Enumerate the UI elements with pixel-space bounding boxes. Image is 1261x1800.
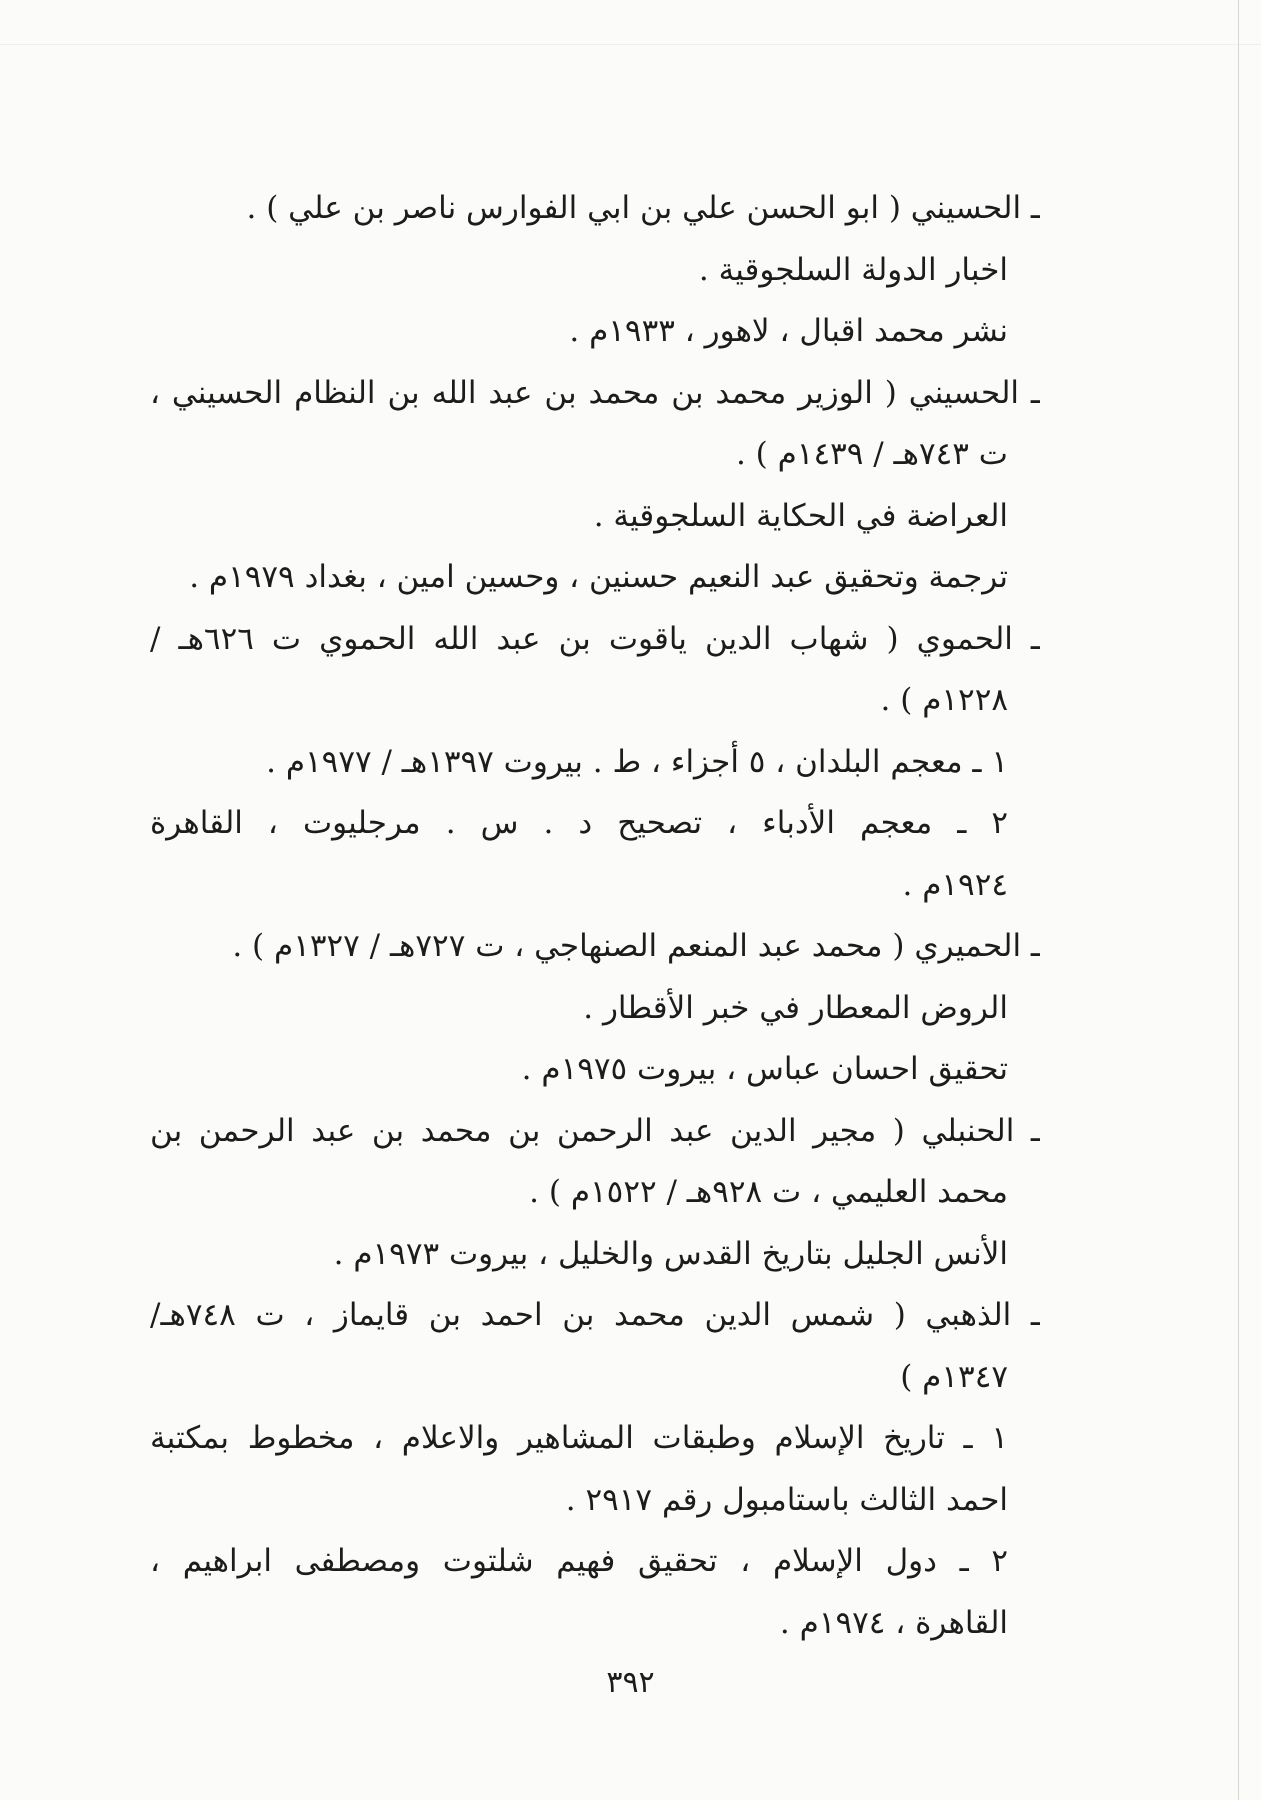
bibliography-entry bbox=[150, 609, 1040, 917]
entry-work-line: ٢ ـ دول الإسلام ، تحقيق فهيم شلتوت ومصطفى ابراهيم ، bbox=[150, 1543, 1008, 1579]
bibliography-entry bbox=[150, 178, 1040, 363]
entry-author-line: ـ الحميري ( محمد عبد المنعم الصنهاجي ، ت ٧٢٧هـ / ١٣٢٧م ) . bbox=[232, 928, 1040, 964]
page-number: ٣٩٢ bbox=[606, 1665, 655, 1700]
entry-work-line: ١ ـ معجم البلدان ، ٥ أجزاء ، ط . بيروت ١٣٩٧هـ / ١٩٧٧م . bbox=[266, 743, 1008, 780]
entry-author-line-continued: ١٢٢٨م ) . bbox=[880, 682, 1008, 718]
entry-work-line: ١ ـ تاريخ الإسلام وطبقات المشاهير والاعلام ، مخطوط بمكتبة bbox=[150, 1420, 1008, 1456]
bibliography-list bbox=[150, 178, 1040, 1654]
bibliography-entry bbox=[150, 1101, 1040, 1286]
entry-author-line: ـ الذهبي ( شمس الدين محمد بن احمد بن قايماز ، ت ٧٤٨هـ/ bbox=[150, 1297, 1040, 1333]
entry-title-line: اخبار الدولة السلجوقية . bbox=[698, 251, 1008, 288]
entry-publication-line: تحقيق احسان عباس ، بيروت ١٩٧٥م . bbox=[521, 1051, 1008, 1087]
entry-publication-line: نشر محمد اقبال ، لاهور ، ١٩٣٣م . bbox=[569, 313, 1008, 349]
entry-author-line-continued: محمد العليمي ، ت ٩٢٨هـ / ١٥٢٢م ) . bbox=[529, 1174, 1008, 1210]
bibliography-entry bbox=[150, 1285, 1040, 1654]
entry-work-line-continued: القاهرة ، ١٩٧٤م . bbox=[779, 1604, 1008, 1641]
entry-work-line-continued: احمد الثالث باستامبول رقم ٢٩١٧ . bbox=[565, 1481, 1008, 1518]
entry-title-line: الأنس الجليل بتاريخ القدس والخليل ، بيروت ١٩٧٣م . bbox=[333, 1235, 1008, 1272]
bibliography-entry bbox=[150, 363, 1040, 609]
entry-title-line: الروض المعطار في خبر الأقطار . bbox=[583, 989, 1008, 1026]
entry-author-line: ـ الحسيني ( الوزير محمد بن محمد بن عبد الله بن النظام الحسيني ، bbox=[150, 374, 1040, 411]
entry-author-line-continued: ت ٧٤٣هـ / ١٤٣٩م ) . bbox=[735, 436, 1008, 472]
entry-author-line-continued: ١٣٤٧م ) bbox=[900, 1358, 1008, 1395]
entry-author-line: ـ الحنبلي ( مجير الدين عبد الرحمن بن محمد بن عبد الرحمن بن bbox=[150, 1112, 1040, 1149]
entry-title-line: العراضة في الحكاية السلجوقية . bbox=[593, 497, 1008, 534]
scan-edge-right bbox=[1238, 0, 1239, 1800]
entry-publication-line: ترجمة وتحقيق عبد النعيم حسنين ، وحسين امين ، بغداد ١٩٧٩م . bbox=[189, 559, 1008, 595]
scan-edge-top bbox=[0, 44, 1261, 45]
bibliography-entry bbox=[150, 916, 1040, 1101]
entry-work-line: ٢ ـ معجم الأدباء ، تصحيح د . س . مرجليوت ، القاهرة bbox=[150, 805, 1008, 841]
entry-work-line-continued: ١٩٢٤م . bbox=[902, 866, 1008, 903]
entry-author-line: ـ الحموي ( شهاب الدين ياقوت بن عبد الله الحموي ت ٦٢٦هـ / bbox=[150, 620, 1040, 657]
entry-author-line: ـ الحسيني ( ابو الحسن علي بن ابي الفوارس ناصر بن علي ) . bbox=[246, 190, 1040, 226]
